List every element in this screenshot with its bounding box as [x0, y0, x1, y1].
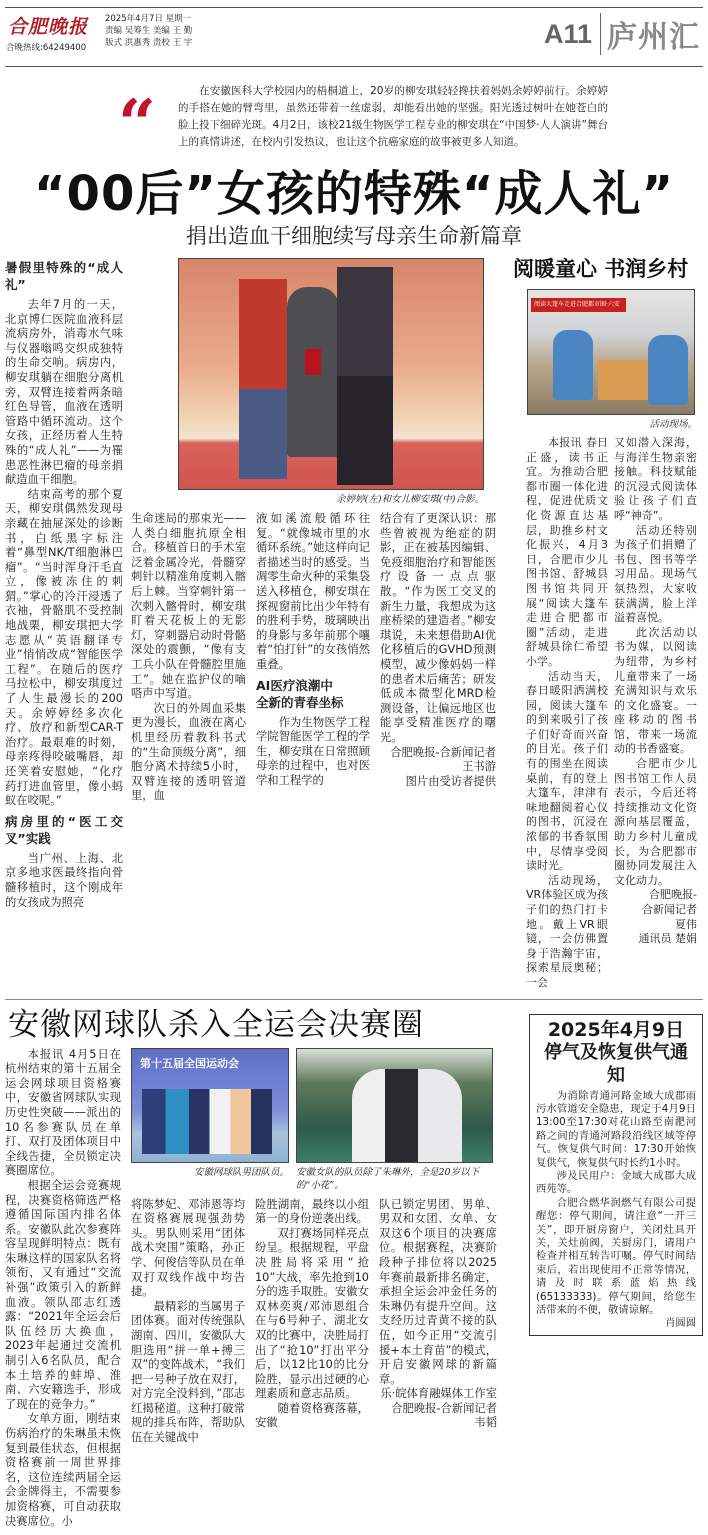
byline: 图片由受访者提供	[405, 774, 496, 788]
lead-intro: 在安徽医科大学校园内的梧桐道上，20岁的柳安琪轻轻搀扶着妈妈余婷婷前行。余婷婷的手搭在她的臂弯里，虽然还带着一丝虚弱，却能看出她的坚强。阳光透过树叶在她苍白的脸上投下细碎光斑。4月2日，该校21级生物医学工程专业的柳安琪在“中国梦·人人演讲”舞台上的真情讲述，在校内引发热议，也让这个抗癌家庭的故事被更多人知道。	[178, 85, 608, 148]
lead-lower-columns	[131, 512, 501, 804]
tennis-column-1	[5, 1048, 121, 1530]
tennis-column-3	[255, 1198, 369, 1432]
issue-meta	[105, 13, 192, 49]
lead-column-1	[5, 255, 123, 910]
lead-column-2	[131, 512, 246, 804]
paragraph: 液如溪流般循环往复。“就像城市里的水循环系统。”她这样向记者描述当时的感受。当凋零生命火种的采集袋送入移植仓，柳安琪在探视窗前比出少年特有的胜利手势，玻璃映出的身影与多年前那个嚷着“怕打针”的女孩悄然重叠。	[256, 512, 370, 671]
tennis-photo-men	[131, 1048, 289, 1163]
lead-photo-caption: 余婷婷(左)和女儿柳安琪(中)合影。	[336, 494, 484, 505]
page-number: A11	[543, 18, 592, 49]
notice-signature: 肖圆圆	[665, 1317, 696, 1330]
quote-mark-icon: “	[118, 85, 156, 163]
paragraph: 险胜湖南，最终以小组第一的身份逆袭出线。	[255, 1197, 369, 1226]
byline: 合新闻记者	[642, 903, 697, 916]
lead-intro-block	[118, 83, 608, 163]
photo-certificate	[305, 349, 321, 375]
page-label	[544, 12, 700, 56]
lead-story	[5, 255, 501, 910]
tennis-column-2	[131, 1198, 245, 1446]
paragraph: 活动还特别为孩子们捐赠了书包、图书等学习用品。现场气氛热烈，大家收获满满，脸上洋溢着喜悦。	[614, 523, 697, 625]
tennis-right-area	[131, 1048, 501, 1446]
gas-notice-box	[529, 1014, 703, 1336]
photo-players	[142, 1089, 272, 1154]
notice-title-date: 2025年4月9日	[547, 1018, 685, 1041]
paragraph: 为消除青通河路金域大成郡雨污水管道安全隐患，现定于4月9日13:00至17:30对花山路至南淝河路之间的青通河路段沿线区域等停气。恢复供气时间：17:30开始恢复供气，恢复供气时长约1小时。	[536, 1089, 696, 1169]
tennis-photo-women-block	[296, 1048, 493, 1192]
paragraph: 合肥市少儿图书馆工作人员表示，今后还将持续推动文化资源向基层覆盖，助力乡村儿童成长，为合肥都市圈协同发展注入文化动力。	[614, 757, 697, 887]
sidebar-photo	[527, 289, 695, 415]
tennis-photos	[131, 1048, 501, 1192]
paragraph: 根据全运会竞赛规程，决赛资格筛选严格遵循国际国内排名体系。安徽队此次参赛阵容呈现鲜明特点：既有朱琳这样的国家队名将领衔，又有通过“交流补强”政策引入的新鲜血液。领队邵志红透露：“2021年全运会后队伍经历大换血，2023年起通过交流机制引入6名队员，配合本土培养的蚌埠、淮南、六安籍选手，形成了现在的竞争力。”	[5, 1178, 121, 1411]
lead-subheading-3: AI医疗浪潮中 全新的青春坐标	[256, 677, 344, 710]
lead-column-4	[380, 512, 496, 789]
photo-book	[598, 360, 648, 400]
section-divider	[5, 999, 703, 1000]
byline: 韦韬	[474, 1416, 497, 1430]
lead-photo	[178, 258, 484, 490]
photo-banner: 第十五届全国运动会	[140, 1056, 239, 1070]
paragraph: 结束高考的那个夏天，柳安琪偶然发现母亲藏在抽屉深处的诊断书，白纸黑字标注着“鼻型NK/T细胞淋巴瘤”。“当时浑身汗毛直立，像被冻住的刺猬。”掌心的冷汗浸透了衣袖，骨骼肌不受控制地战栗，柳安琪把大学志愿从“英语翻译专业”悄悄改成“智能医学工程”。在随后的医疗马拉松中，柳安琪度过了人生最漫长的200天。余婷婷经多次化疗、放疗和新型CAR-T治疗。最艰难的时刻，母亲疼得咬破嘴唇，却还笑着安慰她，“化疗药打进血管里，像小蚂蚁在咬呢。”	[5, 487, 123, 808]
lead-subheadline: 捐出造血干细胞续写母亲生命新篇章	[186, 224, 522, 248]
photo-child	[648, 335, 688, 405]
paragraph: 将陈梦妃、邓沛恩等均在资格赛展现强劲势头。男队则采用“团体战术突围”策略，孙正学、何俊信等队员在单双打双线作战中均告捷。	[131, 1197, 245, 1299]
paragraph: 合肥合燃华润燃气有限公司提醒您：停气期间，请注意“一开三关”，即开厨房窗户，关闭灶具开关，关灶前阀，关厨房门，请用户检查并相互转告叮嘱。停气时间结束后，若出现使用不正常等情况，请及时联系蓝焰热线(65133333)。停气期间，给您生活带来的不便，敬请谅解。	[536, 1196, 696, 1317]
tennis-photo-men-block	[131, 1048, 289, 1179]
paragraph: 结合有了更深认识：那些曾被视为绝症的阴影，正在被基因编辑、免疫细胞治疗和智能医疗设备一点点驱散。“作为医工交叉的新生力量，我想成为这座桥梁的建造者。”柳安琪说，未来想借助AI优化移植后的GVHD预测模型，减少像妈妈一样的患者术后痛苦；研发低成本微型化MRD检测设备，让偏远地区也能享受精准医疗的曙光。	[380, 512, 496, 744]
paragraph: 本报讯 4月5日在杭州结束的第十五届全运会网球项目资格赛中，安徽省网球队实现历史性突破——派出的10名参赛队员在单打、双打及团体项目中全线告捷，全员锁定决赛圈席位。	[5, 1047, 121, 1178]
section-name: 庐州汇	[607, 20, 700, 55]
issue-date: 2025年4月7日 星期一	[105, 14, 192, 24]
byline: 合肥晚报-	[649, 888, 697, 902]
byline: 王书游	[462, 760, 496, 774]
paragraph: 涉及民用户：金域大成郡大成西苑等。	[536, 1170, 696, 1196]
tennis-body	[5, 1048, 501, 1530]
paragraph: 本报讯 春日正盛，读书正宜。为推动合肥都市圈一体化进程，促进优质文化资源直达基层，助推乡村文化振兴，4月3日，合肥市少儿图书馆、舒城县图书馆共同开展“阅读大篷车走进合肥都市圈”活动，走进舒城县徐仁希望小学。	[526, 436, 608, 668]
paragraph: 随着资格赛落幕，安徽	[255, 1401, 369, 1430]
paragraph: 生命迷局的那束光——人类白细胞抗原全相合。移植首日的手术室泛着金属冷光，骨髓穿刺针以精准角度刺入髂后上棘。当穿刺针第一次刺入髂骨时，柳安琪盯着天花板上的无影灯，穿刺器启动时骨骼深处的震颤，“像有支工兵小队在骨髓腔里施工”。她在监护仪的嘀嗒声中写道。	[131, 512, 246, 701]
paragraph: 活动当天，春日暖阳洒满校园，阅读大篷车的到来吸引了孩子们好奇而兴奋的目光。孩子们有的围坐在阅读桌前，有的登上大篷车，津津有味地翻阅着心仪的图书，沉浸在浓郁的书香氛围中，尽情享受阅读时光。	[526, 669, 608, 873]
notice-title: 停气及恢复供气通知	[544, 1041, 688, 1086]
header-divider	[600, 13, 601, 55]
lead-column-3	[256, 512, 370, 789]
sidebar-column-a	[526, 436, 608, 991]
staff-line-2: 版式 洪惠秀 责校 王 宇	[105, 38, 193, 48]
sidebar-column-b	[614, 436, 697, 947]
paragraph: 最精彩的当属男子团体赛。面对传统强队湖南、四川，安徽队大胆选用“拼一单+搏三双”的变阵战术，“我们把一号种子放在双打，对方完全没料到，”邵志红揭秘道。这种打破常规的排兵布阵，帮助队伍在关键战中	[131, 1299, 245, 1445]
paragraph: 女单方面，刚结束伤病治疗的朱琳虽未恢复到最佳状态，但根据资格赛前一周世界排名，这位连续两届全运会金牌得主，不需要参加资格赛，可自动获取决赛席位。小	[5, 1412, 121, 1528]
byline: 合肥晚报-合新闻记者	[390, 745, 496, 759]
paragraph: 去年7月的一天，北京博仁医院血液科层流病房外，消毒水气味与仪器嗡鸣交织成独特的生命交响。病房内，柳安琪躺在细胞分离机旁，双臂连接着两条暗红色导管，血液在透明管路中循环流动。这个女孩，正经历着人生特殊的“成人礼”——为罹患恶性淋巴瘤的母亲捐献造血干细胞。	[5, 298, 123, 487]
paragraph: 作为生物医学工程学院智能医学工程的学生，柳安琪在日常照顾母亲的过程中，也对医学和工程学的	[256, 715, 370, 787]
paragraph: 双打赛场同样亮点纷呈。根据规程，平盘决胜局将采用“抢10”大战，率先抢到10分的选手取胜。安徽女双林奕爽/邓沛恩组合在与6号种子、湖北女双的比赛中，决胜局打出了“抢10”打出平分后，以12比10的比分险胜，显示出过硬的心理素质和意志品质。	[255, 1226, 369, 1401]
byline: 夏伟	[675, 917, 697, 931]
newspaper-logo: 合肥晚报	[8, 16, 89, 38]
paragraph: 当广州、上海、北京多地求医最终指向骨髓移植时，这个刚成年的女孩成为照亮	[5, 851, 123, 909]
lead-subheading-2: 病房里的“医工交叉”实践	[5, 813, 123, 846]
tennis-lower-columns	[131, 1198, 501, 1446]
sidebar-photo-caption: 活动现场。	[649, 419, 697, 430]
paragraph: 次日的外周血采集更为漫长，血液在离心机里经历着教科书式的“生命顶级分离”，细胞分离术持续5小时，双臂连接的透明管道里，血	[131, 701, 246, 803]
sidebar-headline: 阅暖童心 书润乡村	[513, 257, 689, 281]
lead-subheading-1: 暑假里特殊的“成人礼”	[5, 260, 123, 292]
photo-banner: 阅读大篷车走进合肥都市圈·六安	[531, 298, 626, 312]
byline: 合肥晚报-合新闻记者	[391, 1401, 497, 1415]
photo-players	[352, 1069, 462, 1163]
upper-section	[5, 255, 703, 991]
tennis-headline: 安徽网球队杀入全运会决赛圈	[8, 1006, 424, 1043]
sidebar-story	[513, 255, 701, 991]
masthead	[5, 7, 703, 67]
paragraph: 活动现场，VR体验区成为孩子们的热门打卡地。戴上VR眼镜，一会仿佛置身于浩瀚宇宙，探索星辰奥秘；一会	[526, 873, 608, 989]
tennis-story	[5, 1006, 501, 1530]
hotline: 合晚热线:64249400	[6, 43, 87, 53]
photo-person-right	[337, 267, 393, 485]
tennis-column-4	[379, 1198, 497, 1432]
lower-section	[5, 1006, 703, 1530]
notice-area	[529, 1006, 703, 1336]
lead-right-area	[131, 255, 501, 804]
photo-person-left	[239, 279, 287, 479]
paragraph: 队已锁定男团、男单、男双和女团、女单、女双这6个项目的决赛席位。根据赛程，决赛阶段种子排位将以2025年赛前最新排名确定，承担全运会冲金任务的朱琳仍有提升空间。这支经历过青黄不接的队伍，如今正用“交流引援+本土育苗”的模式，开启安徽网球的新篇章。	[379, 1197, 497, 1386]
sidebar-columns	[513, 436, 701, 991]
lead-headline: “00后”女孩的特殊“成人礼”	[34, 166, 674, 222]
tennis-photo-women	[296, 1048, 493, 1163]
staff-line-1: 责编 吴筹生 美编 王 勤	[105, 26, 193, 36]
paragraph: 又如潜入深海，与海洋生物亲密接触。科技赋能的沉浸式阅读体验让孩子们直呼“神奇”。	[614, 436, 697, 522]
photo-child	[553, 330, 593, 400]
paragraph: 此次活动以书为媒，以阅读为纽带，为乡村儿童带来了一场充满知识与欢乐的文化盛宴。一座移动的图书馆，带来一场流动的书香盛宴。	[614, 625, 697, 756]
byline: 通讯员 楚娟	[638, 932, 697, 946]
tennis-photo-women-caption: 安徽女队的队员除了朱琳外，全是20岁以下的“小花”。	[296, 1166, 480, 1191]
tennis-photo-men-caption: 安徽网球队男团队员。	[193, 1166, 289, 1178]
byline: 乐·皖体育融媒体工作室	[380, 1387, 497, 1401]
